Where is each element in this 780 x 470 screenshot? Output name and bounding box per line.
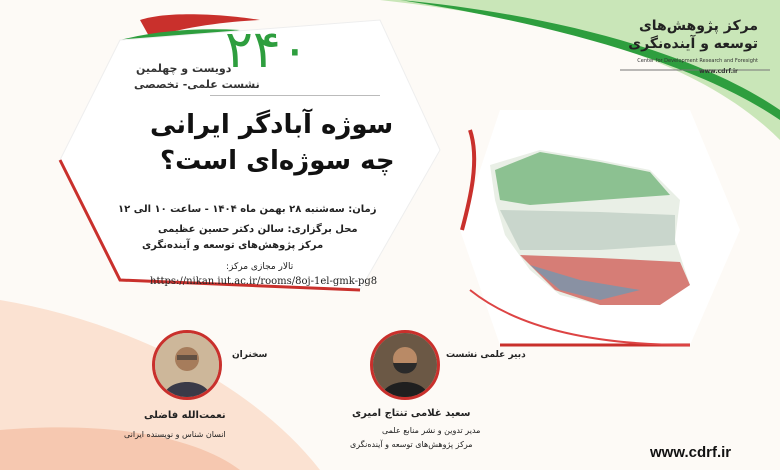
logo-website: www.cdrf.ir	[699, 68, 738, 75]
event-number-caption: دویست و چهلمین	[136, 62, 232, 75]
logo-name-2: توسعه و آینده‌نگری	[628, 36, 758, 52]
speaker-title: انسان شناس و نویسنده ایرانی	[124, 430, 226, 439]
event-number: ۲۴۰	[225, 20, 309, 80]
logo-english-name: Center for Development Research and Foresight	[637, 58, 758, 64]
event-number-subcaption: نشست علمی- تخصصی	[134, 78, 260, 91]
logo	[628, 18, 758, 80]
virtual-room-link[interactable]: https://nikan.iut.ac.ir/rooms/8oj-1el-gmk-pg8	[150, 276, 378, 287]
moderator-org: مرکز پژوهش‌های توسعه و آینده‌نگری	[350, 440, 473, 449]
page-title: سوژه آبادگر ایرانی	[150, 110, 394, 140]
footer-website[interactable]: www.cdrf.ir	[650, 444, 732, 461]
divider	[210, 95, 380, 96]
moderator-role: دبیر علمی نشست	[446, 350, 526, 360]
speaker-name: نعمت‌الله فاضلی	[144, 410, 226, 421]
virtual-room-label: تالار مجازی مرکز:	[226, 262, 294, 272]
event-venue: محل برگزاری: سالن دکتر حسین عظیمی	[158, 224, 358, 235]
speaker-photo	[152, 330, 222, 400]
logo-name: مرکز پژوهش‌های	[638, 18, 758, 34]
moderator-name: سعید غلامی تنتاج امیری	[352, 408, 471, 419]
event-time: زمان: سه‌شنبه ۲۸ بهمن ماه ۱۴۰۴ - ساعت ۱۰ الی ۱۲	[118, 204, 377, 215]
event-venue-org: مرکز پژوهش‌های توسعه و آینده‌نگری	[142, 240, 324, 251]
page-subtitle: چه سوژه‌ای است؟	[160, 146, 395, 176]
speaker-role: سخنران	[232, 350, 268, 360]
moderator-photo	[370, 330, 440, 400]
moderator-title: مدیر تدوین و نشر منابع علمی	[382, 426, 481, 435]
